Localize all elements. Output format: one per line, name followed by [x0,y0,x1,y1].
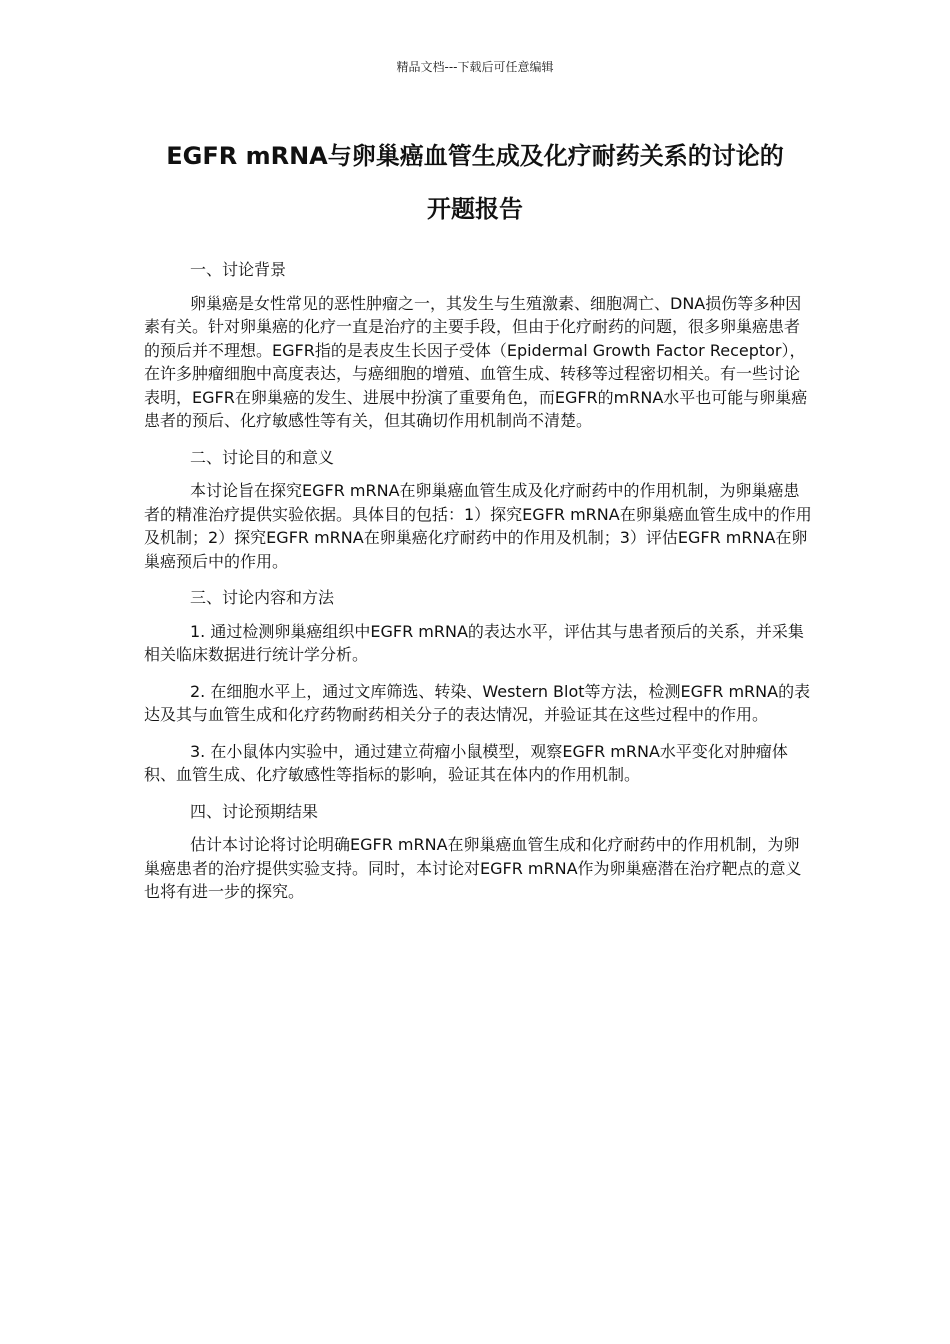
document-body [144,258,814,917]
section-heading-expected-results: 四、讨论预期结果 [190,801,319,821]
paragraph-background: 卵巢癌是女性常见的恶性肿瘤之一，其发生与生殖激素、细胞凋亡、DNA损伤等多种因素有关。针对卵巢癌的化疗一直是治疗的主要手段，但由于化疗耐药的问题，很多卵巢癌患者的预后并不理想。EGFR指的是表皮生长因子受体（Epidermal Growth Factor Receptor），在许多肿瘤细胞中高度表达，与癌细胞的增殖、血管生成、转移等过程密切相关。有一些讨论表明，EGFR在卵巢癌的发生、进展中扮演了重要角色，而EGFR的mRNA水平也可能与卵巢癌患者的预后、化疗敏感性等有关，但其确切作用机制尚不清楚。 [144,293,808,430]
paragraph-method-3: 3. 在小鼠体内实验中，通过建立荷瘤小鼠模型，观察EGFR mRNA水平变化对肿瘤体积、血管生成、化疗敏感性等指标的影响，验证其在体内的作用机制。 [144,741,788,784]
title-line-1: EGFR mRNA与卵巢癌血管生成及化疗耐药关系的讨论的 [166,142,784,170]
paragraph-method-2: 2. 在细胞水平上，通过文库筛选、转染、Western Blot等方法，检测EGFR mRNA的表达及其与血管生成和化疗药物耐药相关分子的表达情况，并验证其在这些过程中的作用。 [144,681,811,724]
paragraph-method-1: 1. 通过检测卵巢癌组织中EGFR mRNA的表达水平，评估其与患者预后的关系，并采集相关临床数据进行统计学分析。 [144,621,804,664]
paragraph-expected-results: 估计本讨论将讨论明确EGFR mRNA在卵巢癌血管生成和化疗耐药中的作用机制，为卵巢癌患者的治疗提供实验支持。同时，本讨论对EGFR mRNA作为卵巢癌潜在治疗靶点的意义也将有进一步的探究。 [144,835,802,901]
document-title [100,130,850,236]
paragraph-purpose: 本讨论旨在探究EGFR mRNA在卵巢癌血管生成及化疗耐药中的作用机制，为卵巢癌患者的精准治疗提供实验依据。具体目的包括：1）探究EGFR mRNA在卵巢癌血管生成中的作用及机制；2）探究EGFR mRNA在卵巢癌化疗耐药中的作用及机制；3）评估EGFR mRNA在卵巢癌预后中的作用。 [144,481,812,571]
title-line-2: 开题报告 [427,195,523,223]
section-heading-methods: 三、讨论内容和方法 [190,588,335,607]
page-header: 精品文档---下载后可任意编辑 [396,60,554,74]
section-heading-purpose: 二、讨论目的和意义 [190,447,335,467]
section-heading-background: 一、讨论背景 [190,260,287,279]
